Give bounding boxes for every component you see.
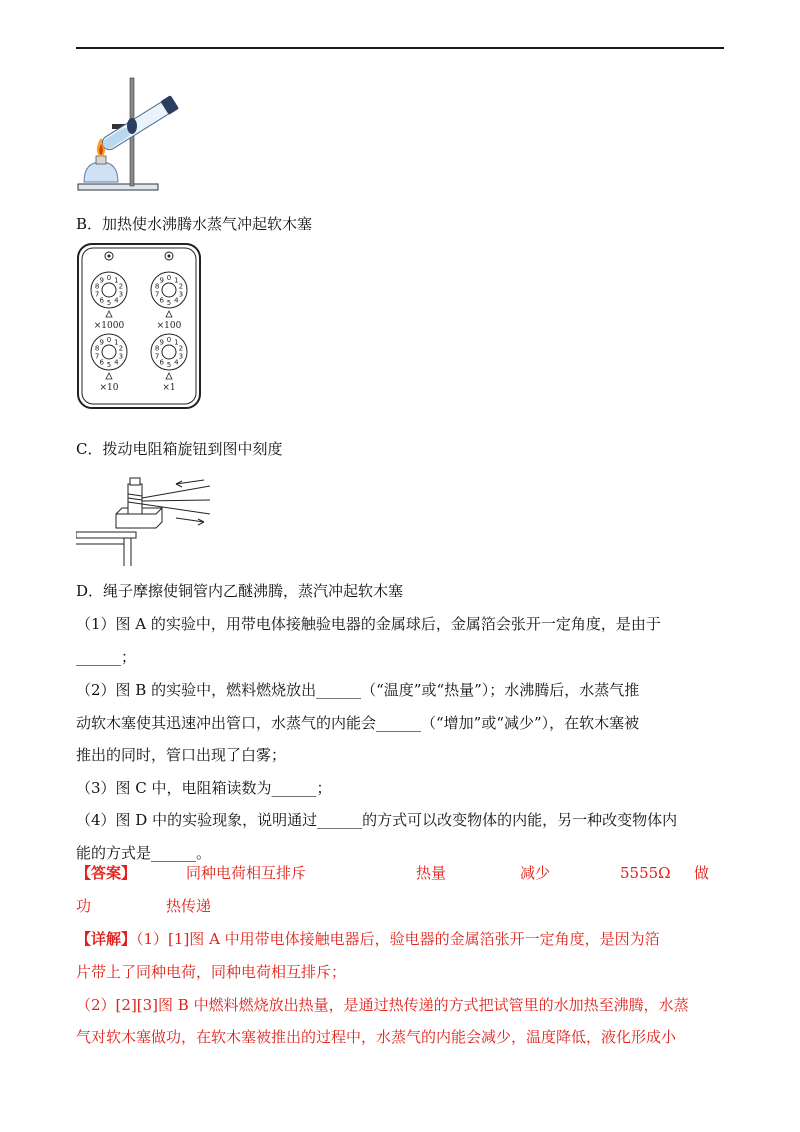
answer-4: 5555Ω — [620, 864, 671, 882]
dial-digit: 6 — [159, 358, 164, 367]
dial-digit: 3 — [118, 352, 124, 361]
dial-digit: 4 — [174, 358, 179, 367]
dial-digit: 0 — [166, 336, 172, 344]
dial-digit: 4 — [114, 296, 119, 305]
question-2-line-1: （2）图 B 的实验中，燃料燃烧放出______（“温度”或“热量”）；水沸腾后，水蒸气推 — [76, 681, 640, 699]
dial-digit: 1 — [174, 338, 179, 347]
dial-digit: 0 — [106, 336, 112, 344]
question-4-line-1: （4）图 D 中的实验现象，说明通过______的方式可以改变物体的内能，另一种改变物体内 — [76, 811, 678, 829]
question-3: （3）图 C 中，电阻箱读数为______； — [76, 779, 332, 797]
dial-digit: 5 — [106, 299, 112, 307]
dial-digit: 6 — [159, 296, 164, 305]
figure-d-friction-tube — [76, 474, 212, 566]
explanation-line-3: （2）[2][3]图 B 中燃料燃烧放出热量，是通过热传递的方式把试管里的水加热至沸腾，水蒸 — [76, 996, 689, 1014]
dial-digit: 4 — [174, 296, 179, 305]
question-2-line-3: 推出的同时，管口出现了白雾； — [76, 746, 287, 764]
header-rule — [76, 47, 724, 49]
dial-digit: 5 — [166, 299, 172, 307]
dial-digit: 8 — [154, 282, 160, 291]
explanation-line-4: 气对软木塞做功，在软木塞被推出的过程中，水蒸气的内能会减少，温度降低，液化形成小 — [76, 1028, 677, 1046]
dial-digit: 4 — [114, 358, 119, 367]
explanation-text-1: （1）[1]图 A 中用带电体接触电器后，验电器的金属箔张开一定角度，是因为箔 — [136, 930, 660, 948]
answer-2: 热量 — [416, 864, 447, 882]
dial-knob — [91, 272, 127, 331]
option-d: D．绳子摩擦使铜管内乙醚沸腾，蒸汽冲起软木塞 — [76, 582, 404, 600]
figure-c-resistance-box — [76, 242, 202, 410]
answer-6: 热传递 — [166, 897, 212, 915]
dial-multiplier-label: ×1 — [162, 383, 176, 393]
dial-digit: 3 — [118, 290, 124, 299]
question-2-line-2: 动软木塞使其迅速冲出管口，水蒸气的内能会______（“增加”或“减少”），在软木塞被 — [76, 714, 640, 732]
dial-multiplier-label: ×1000 — [93, 321, 125, 331]
question-1-line-1: （1）图 A 的实验中，用带电体接触验电器的金属球后，金属箔会张开一定角度，是由于 — [76, 615, 661, 633]
dial-digit: 9 — [99, 276, 104, 285]
dial-digit: 9 — [99, 338, 104, 347]
dial-digit: 8 — [94, 344, 100, 353]
dial-digit: 2 — [118, 282, 124, 291]
dial-digit: 8 — [154, 344, 160, 353]
dial-digit: 5 — [106, 361, 112, 369]
dial-digit: 1 — [114, 338, 119, 347]
dial-digit: 7 — [154, 352, 160, 361]
dial-digit: 2 — [178, 282, 184, 291]
question-1-line-2: ______； — [76, 648, 137, 666]
option-c: C．拨动电阻箱旋钮到图中刻度 — [76, 440, 283, 458]
dial-digit: 7 — [94, 290, 100, 299]
dial-digit: 2 — [178, 344, 184, 353]
dial-digit: 5 — [166, 361, 172, 369]
dial-digit: 7 — [94, 352, 100, 361]
dial-digit: 1 — [174, 276, 179, 285]
dial-digit: 1 — [114, 276, 119, 285]
dial-digit: 9 — [159, 338, 164, 347]
answer-5-part-2: 功 — [76, 897, 92, 915]
question-4-line-2: 能的方式是______。 — [76, 844, 212, 862]
answer-5-part-1: 做 — [694, 864, 710, 882]
dial-digit: 2 — [118, 344, 124, 353]
dial-digit: 0 — [166, 274, 172, 282]
dial-digit: 7 — [154, 290, 160, 299]
dial-digit: 3 — [178, 290, 184, 299]
dial-digit: 6 — [99, 358, 104, 367]
answer-tag: 【答案】 — [76, 864, 137, 882]
option-b: B．加热使水沸腾水蒸气冲起软木塞 — [76, 215, 313, 233]
explanation-tag: 【详解】 — [76, 930, 137, 948]
explanation-line-2: 片带上了同种电荷，同种电荷相互排斥； — [76, 963, 347, 981]
dial-digit: 8 — [94, 282, 100, 291]
dial-multiplier-label: ×10 — [99, 383, 119, 393]
dial-digit: 9 — [159, 276, 164, 285]
dial-digit: 6 — [99, 296, 104, 305]
answer-3: 减少 — [520, 864, 551, 882]
dial-multiplier-label: ×100 — [156, 321, 182, 331]
answer-1: 同种电荷相互排斥 — [186, 864, 307, 882]
explanation-line-1 — [76, 929, 660, 949]
dial-digit: 0 — [106, 274, 112, 282]
figure-b-test-tube-heating — [76, 76, 186, 194]
dial-digit: 3 — [178, 352, 184, 361]
